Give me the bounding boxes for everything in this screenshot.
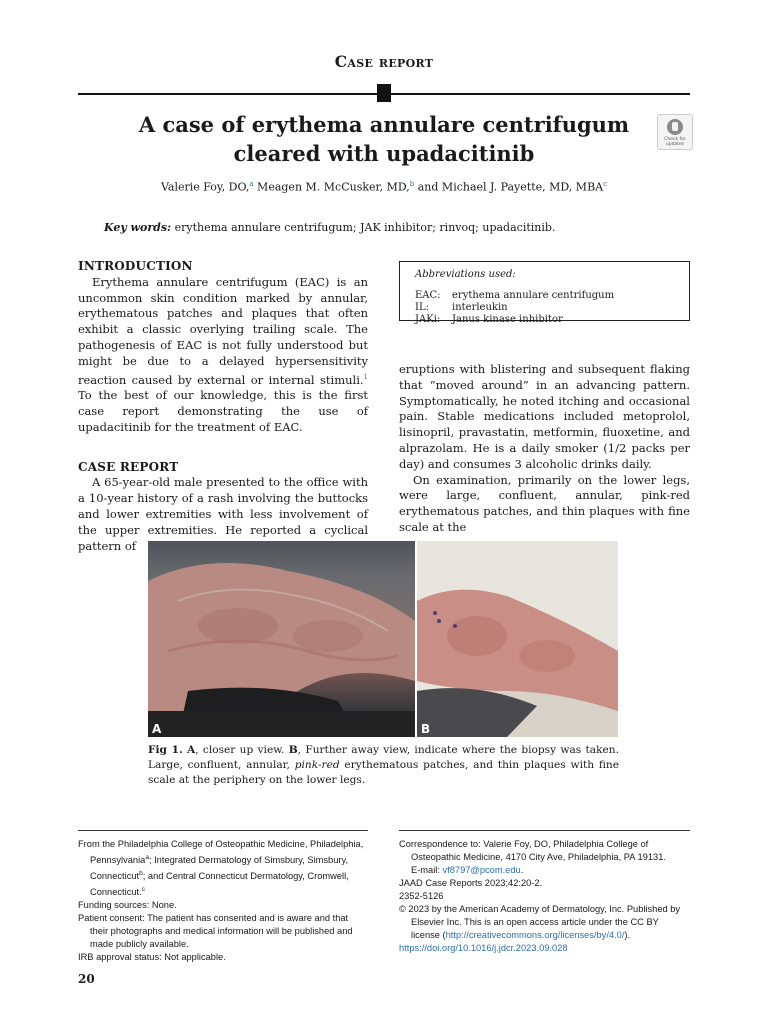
figure-1 [148, 541, 618, 737]
caption-panel-b-ref: B [288, 744, 298, 756]
crossmark-icon [667, 119, 683, 135]
footnote-rule-left [78, 830, 368, 831]
panel-b-label: B [421, 722, 431, 736]
figure-caption [148, 743, 619, 788]
email-link[interactable]: vf8797@pcom.edu [442, 865, 521, 875]
left-column [78, 259, 368, 554]
author-name: and Michael J. Payette, MD, MBA [414, 180, 604, 194]
page-number: 20 [78, 972, 95, 986]
figure-panel-a-photo[interactable] [148, 541, 415, 737]
abbreviation-key: EAC: [415, 290, 441, 301]
leg-wide-view-illustration [417, 541, 618, 737]
caption-text-b: , Further away view, indicate where the biopsy was taken. Large, confluent, annular, [148, 744, 619, 771]
issn: 2352-5126 [399, 891, 444, 901]
keywords-text: erythema annulare centrifugum; JAK inhibitor; rinvoq; upadacitinib. [171, 221, 556, 234]
abbreviation-key: IL: [415, 302, 429, 313]
author-name: Meagen M. McCusker, MD, [253, 180, 410, 194]
correspondence-text: Correspondence to: Valerie Foy, DO, Philadelphia College of Osteopathic Medicine, 4170 City Ave, Philadelphia, PA 19131. [399, 839, 666, 862]
examination-paragraph: On examination, primarily on the lower legs, were large, confluent, annular, pink-red erythematous patches, and thin plaques with fine scale at the [399, 472, 690, 534]
footnotes-left [78, 838, 368, 964]
caption-text-a: , closer up view. [195, 744, 289, 756]
abbreviation-value: Janus kinase inhibitor [452, 314, 563, 325]
copyright-text: © 2023 by the American Academy of Dermatology, Inc. Published by Elsevier Inc. This is an open access article under the CC BY license ( [399, 904, 681, 940]
copyright-note [399, 903, 690, 942]
abbreviation-row [415, 290, 614, 302]
section-label: Case report [334, 52, 434, 71]
affiliation-sup-c: c [141, 886, 145, 894]
caption-panel-a-ref: A [186, 744, 196, 756]
abbreviation-value: erythema annulare centrifugum [452, 290, 615, 301]
leg-closeup-illustration [148, 541, 415, 737]
caption-emphasis: pink-red [294, 759, 340, 771]
consent-note: Patient consent: The patient has consented and is aware and that their photographs and medical information will be published and made publicly available. [78, 913, 353, 950]
email-end: . [520, 865, 524, 875]
journal-citation: JAAD Case Reports 2023;42:20-2. [399, 878, 543, 888]
reference-link[interactable]: 1 [363, 372, 368, 381]
case-report-heading: CASE REPORT [78, 459, 179, 474]
abbreviation-key: JAKi: [415, 314, 441, 325]
irb-note: IRB approval status: Not applicable. [78, 952, 226, 963]
doi-link[interactable]: https://doi.org/10.1016/j.jdcr.2023.09.028 [399, 943, 568, 953]
copyright-end: ). [624, 930, 631, 940]
affiliations [78, 838, 368, 899]
header-rule-marker [377, 84, 391, 102]
abbreviation-row [415, 314, 563, 326]
affiliation-sup-b: b [139, 870, 143, 878]
footnote-rule-right [399, 830, 690, 831]
abbreviation-value: interleukin [452, 302, 508, 313]
affiliation-a: From the Philadelphia College of Osteopathic Medicine, Philadelphia, Pennsylvania [78, 839, 364, 866]
affiliation-b: ; Integrated Dermatology of Simsbury, Simsbury, Connecticut [90, 855, 349, 882]
footnotes-right [399, 838, 690, 955]
introduction-text-end: To the best of our knowledge, this is the first case report demonstrating the use of upadacitinib for the treatment of EAC. [78, 388, 368, 434]
keywords-label: Key words: [104, 221, 172, 234]
introduction-paragraph [78, 275, 368, 436]
author-affiliation-link[interactable]: c [603, 180, 608, 188]
caption-text-end: erythematous patches, and thin plaques with fine scale at the periphery on the lower legs. [148, 759, 619, 786]
case-report-paragraph-continued: eruptions with blistering and subsequent flaking that “moved around” in an advancing pattern. Symptomatically, he noted itching and occasional pain. Stable medications included metoprolol, lisinopril, pravastatin, metformin, fluoxetine, and alprazolam. He is a daily smoker (1/2 packs per day) and consumes 3 alcoholic drinks daily. [399, 362, 690, 471]
affiliation-c: ; and Central Connecticut Dermatology, Cromwell, Connecticut. [90, 871, 349, 898]
caption-figure-label: Fig 1. [148, 744, 183, 756]
author-list [78, 180, 690, 194]
affiliation-sup-a: a [145, 854, 149, 861]
article-title-line-1: A case of erythema annulare centrifugum [138, 112, 630, 137]
keywords [104, 221, 555, 234]
check-for-updates-button[interactable] [657, 114, 693, 150]
article-title-line-2: cleared with upadacitinib [233, 141, 535, 166]
abbreviations-title: Abbreviations used: [415, 269, 516, 280]
introduction-text: Erythema annulare centrifugum (EAC) is an uncommon skin condition marked by annular, erythematous patches and plaques that often exhibit a classic overlying trailing scale. The pathogenesis of EAC is not fully understood but might be due to a delayed hypersensitivity reaction caused by external or internal stimuli. [78, 274, 368, 387]
funding-note: Funding sources: None. [78, 900, 177, 911]
case-report-paragraph: A 65-year-old male presented to the office with a 10-year history of a rash involving the buttocks and lower extremities with less involvement of the upper extremities. He reported a cyclical pattern of [78, 475, 368, 553]
crossmark-label: Check for updates [664, 137, 686, 147]
author-affiliation-link[interactable]: b [409, 180, 415, 188]
panel-a-label: A [152, 722, 162, 736]
correspondence-note [399, 838, 690, 877]
right-column [399, 362, 690, 536]
license-link[interactable]: http://creativecommons.org/licenses/by/4.0/ [445, 930, 625, 940]
author-name: Valerie Foy, DO, [160, 180, 250, 194]
article-title [130, 110, 638, 168]
abbreviations-box [399, 261, 690, 325]
figure-panel-b-photo[interactable] [417, 541, 618, 737]
email-label: E-mail: [411, 865, 443, 875]
abbreviation-row [415, 302, 508, 314]
author-affiliation-link[interactable]: a [249, 180, 254, 188]
introduction-heading: INTRODUCTION [78, 259, 193, 273]
